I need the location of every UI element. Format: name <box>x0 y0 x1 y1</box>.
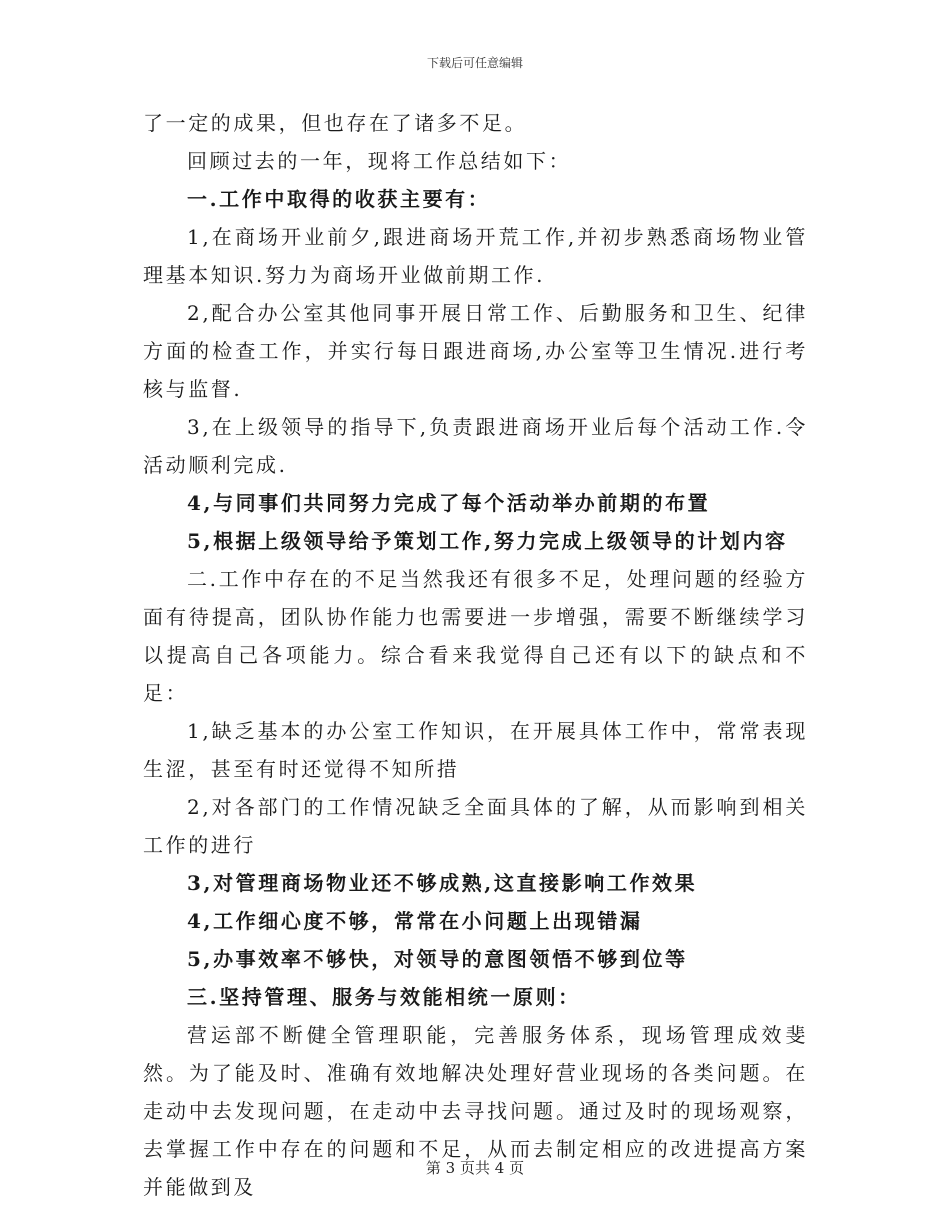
list-item: 2,配合办公室其他同事开展日常工作、后勤服务和卫生、纪律方面的检查工作，并实行每日跟进商场,办公室等卫生情况.进行考核与监督. <box>143 301 808 401</box>
list-item: 4,与同事们共同努力完成了每个活动举办前期的布置 <box>187 491 711 515</box>
paragraph: 了一定的成果，但也存在了诸多不足。 <box>143 111 528 135</box>
list-item: 1,缺乏基本的办公室工作知识，在开展具体工作中，常常表现生涩，甚至有时还觉得不知所措 <box>143 719 808 781</box>
list-item: 5,根据上级领导给予策划工作,努力完成上级领导的计划内容 <box>187 529 788 553</box>
section-heading: 二.工作中存在的不足当然我还有很多不足，处理问题的经验方面有待提高，团队协作能力也需要进一步增强，需要不断继续学习以提高自己各项能力。综合看来我觉得自己还有以下的缺点和不足： <box>143 567 808 705</box>
list-item: 4,工作细心度不够，常常在小问题上出现错漏 <box>187 909 643 933</box>
list-item: 1,在商场开业前夕,跟进商场开荒工作,并初步熟悉商场物业管理基本知识.努力为商场开业做前期工作. <box>143 225 808 287</box>
section-heading: 一.工作中取得的收获主要有： <box>187 187 491 211</box>
section-heading: 三.坚持管理、服务与效能相统一原则： <box>187 985 581 1009</box>
document-body <box>143 104 808 1206</box>
list-item: 5,办事效率不够快，对领导的意图领悟不够到位等 <box>187 947 688 971</box>
page-number: 第 3 页共 4 页 <box>425 1159 525 1177</box>
list-item: 3,在上级领导的指导下,负责跟进商场开业后每个活动工作.令活动顺利完成. <box>143 415 808 477</box>
list-item: 2,对各部门的工作情况缺乏全面具体的了解，从而影响到相关工作的进行 <box>143 795 808 857</box>
list-item: 3,对管理商场物业还不够成熟,这直接影响工作效果 <box>187 871 698 895</box>
paragraph: 营运部不断健全管理职能，完善服务体系，现场管理成效斐然。为了能及时、准确有效地解决处理好营业现场的各类问题。在走动中去发现问题，在走动中去寻找问题。通过及时的现场观察，去掌握工作中存在的问题和不足，从而去制定相应的改进提高方案并能做到及 <box>143 1023 808 1199</box>
page-header-note: 下载后可任意编辑 <box>426 56 523 70</box>
paragraph: 回顾过去的一年，现将工作总结如下： <box>187 149 572 173</box>
